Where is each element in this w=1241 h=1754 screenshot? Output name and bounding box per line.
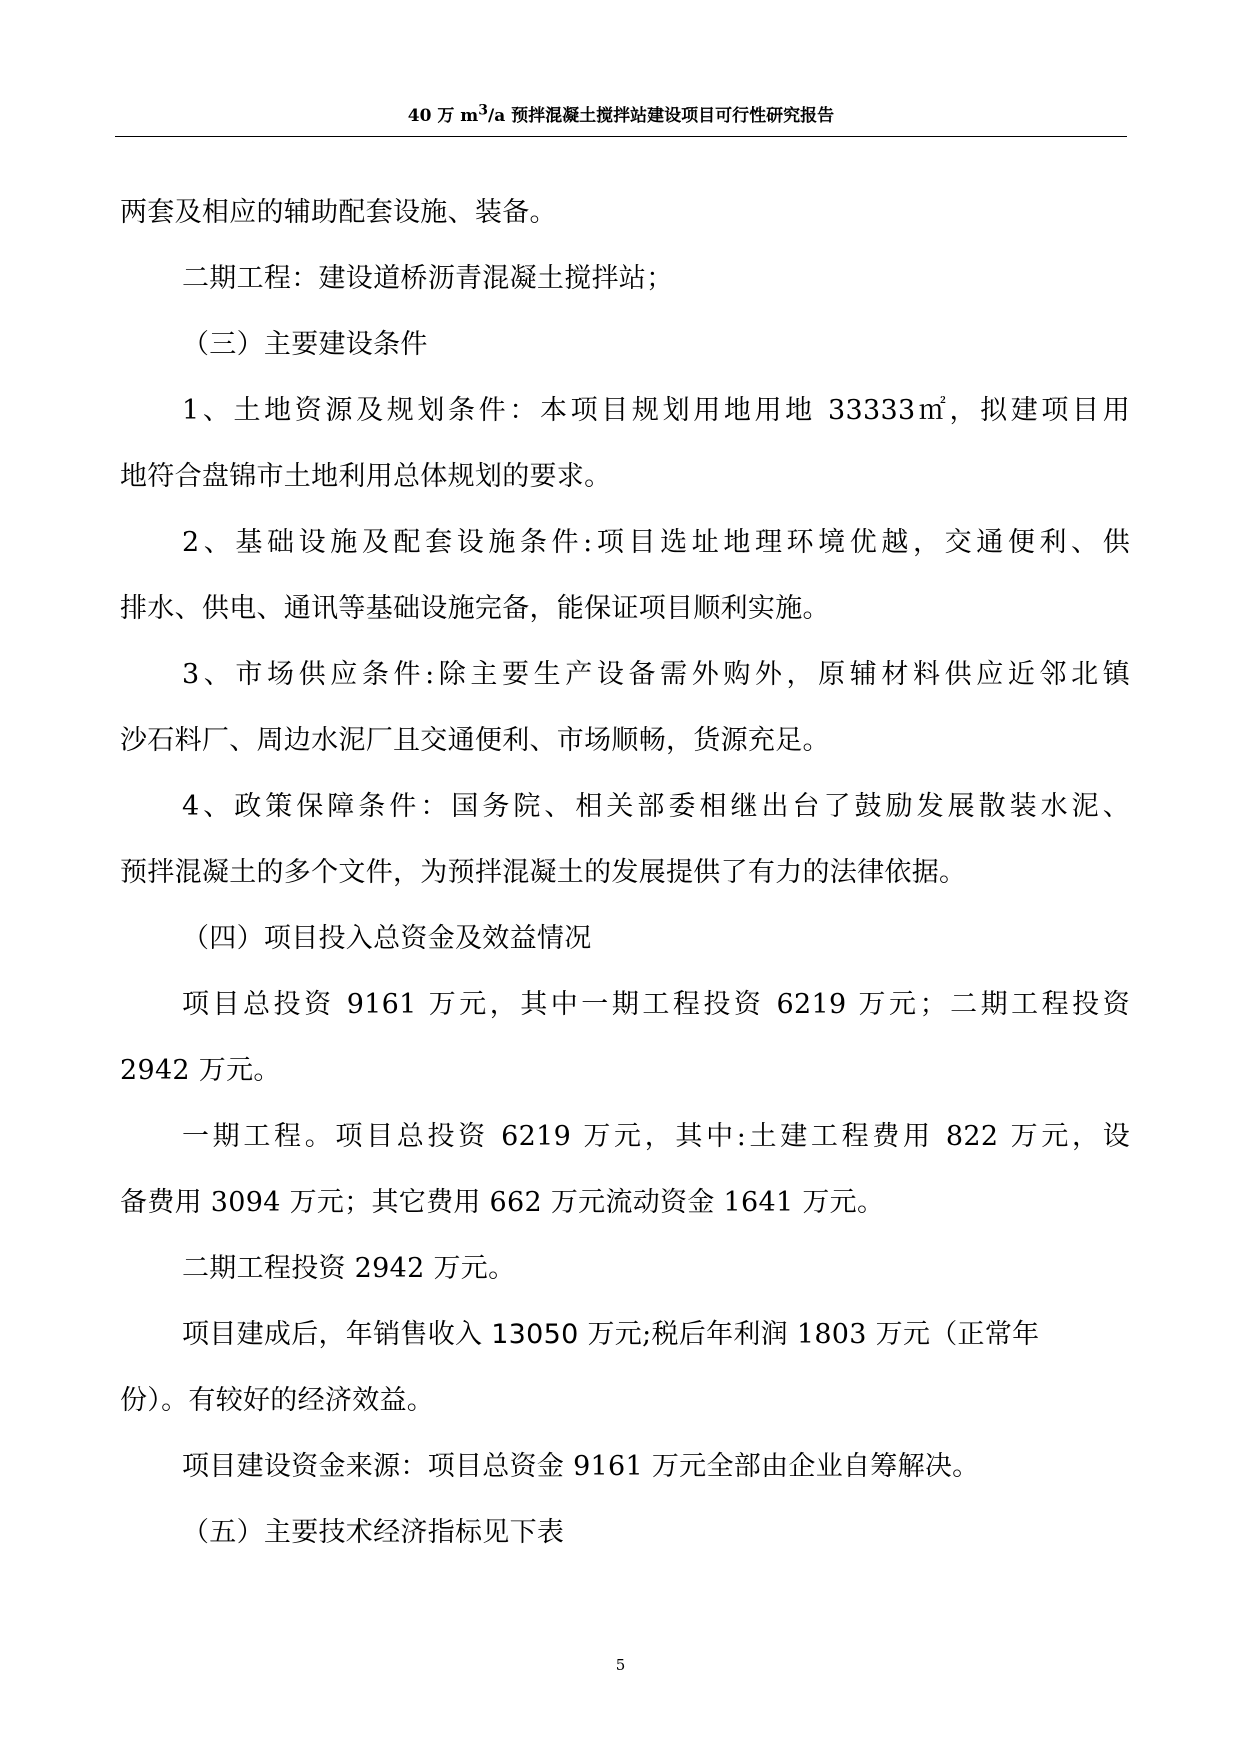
- paragraph-line: 3、市场供应条件:除主要生产设备需外购外，原辅材料供应近邻北镇: [182, 659, 1130, 690]
- section-heading: （三）主要建设条件: [182, 329, 428, 360]
- text-run: 项目建成后，年销售收入: [182, 1319, 492, 1350]
- paragraph-line: 1、土地资源及规划条件：本项目规划用地用地 33333㎡，拟建项目用: [182, 395, 1130, 426]
- header-superscript: 3: [478, 102, 489, 119]
- paragraph-line: 项目总投资 9161 万元，其中一期工程投资 6219 万元；二期工程投资: [182, 989, 1130, 1020]
- paragraph-line: 4、政策保障条件：国务院、相关部委相继出台了鼓励发展散装水泥、: [182, 791, 1130, 822]
- running-header: [115, 104, 1127, 128]
- paragraph-line: 项目建设资金来源：项目总资金 9161 万元全部由企业自筹解决。: [182, 1451, 980, 1482]
- header-title-part: 40 万 m: [407, 106, 479, 126]
- paragraph-line: [120, 1302, 1130, 1368]
- text-run: 万元;税后年利润 1803 万元（正常年: [578, 1319, 1040, 1350]
- paragraph-line: 份）。有较好的经济效益。: [120, 1385, 435, 1416]
- document-body: [120, 180, 1130, 1566]
- paragraph-line: 2942 万元。: [120, 1055, 281, 1086]
- paragraph-line: 预拌混凝土的多个文件，为预拌混凝土的发展提供了有力的法律依据。: [120, 857, 967, 888]
- paragraph-line: 沙石料厂、周边水泥厂且交通便利、市场顺畅，货源充足。: [120, 725, 830, 756]
- header-divider: [115, 136, 1127, 137]
- paragraph-line: 2、基础设施及配套设施条件:项目选址地理环境优越，交通便利、供: [182, 527, 1130, 558]
- header-title-part: /a 预拌混凝土搅拌站建设项目可行性研究报告: [488, 106, 835, 126]
- paragraph-line: 排水、供电、通讯等基础设施完备，能保证项目顺利实施。: [120, 593, 830, 624]
- paragraph-line: 两套及相应的辅助配套设施、装备。: [120, 197, 557, 228]
- section-heading: （四）项目投入总资金及效益情况: [182, 923, 592, 954]
- page-number: 5: [615, 1656, 626, 1674]
- paragraph-line: 备费用 3094 万元；其它费用 662 万元流动资金 1641 万元。: [120, 1187, 885, 1218]
- section-heading: （五）主要技术经济指标见下表: [182, 1517, 565, 1548]
- paragraph-line: 地符合盘锦市土地利用总体规划的要求。: [120, 461, 612, 492]
- revenue-value: 13050: [491, 1319, 579, 1350]
- paragraph-line: 二期工程：建设道桥沥青混凝土搅拌站；: [182, 263, 674, 294]
- paragraph-line: 一期工程。项目总投资 6219 万元，其中:土建工程费用 822 万元，设: [182, 1121, 1130, 1152]
- paragraph-line: 二期工程投资 2942 万元。: [182, 1253, 516, 1284]
